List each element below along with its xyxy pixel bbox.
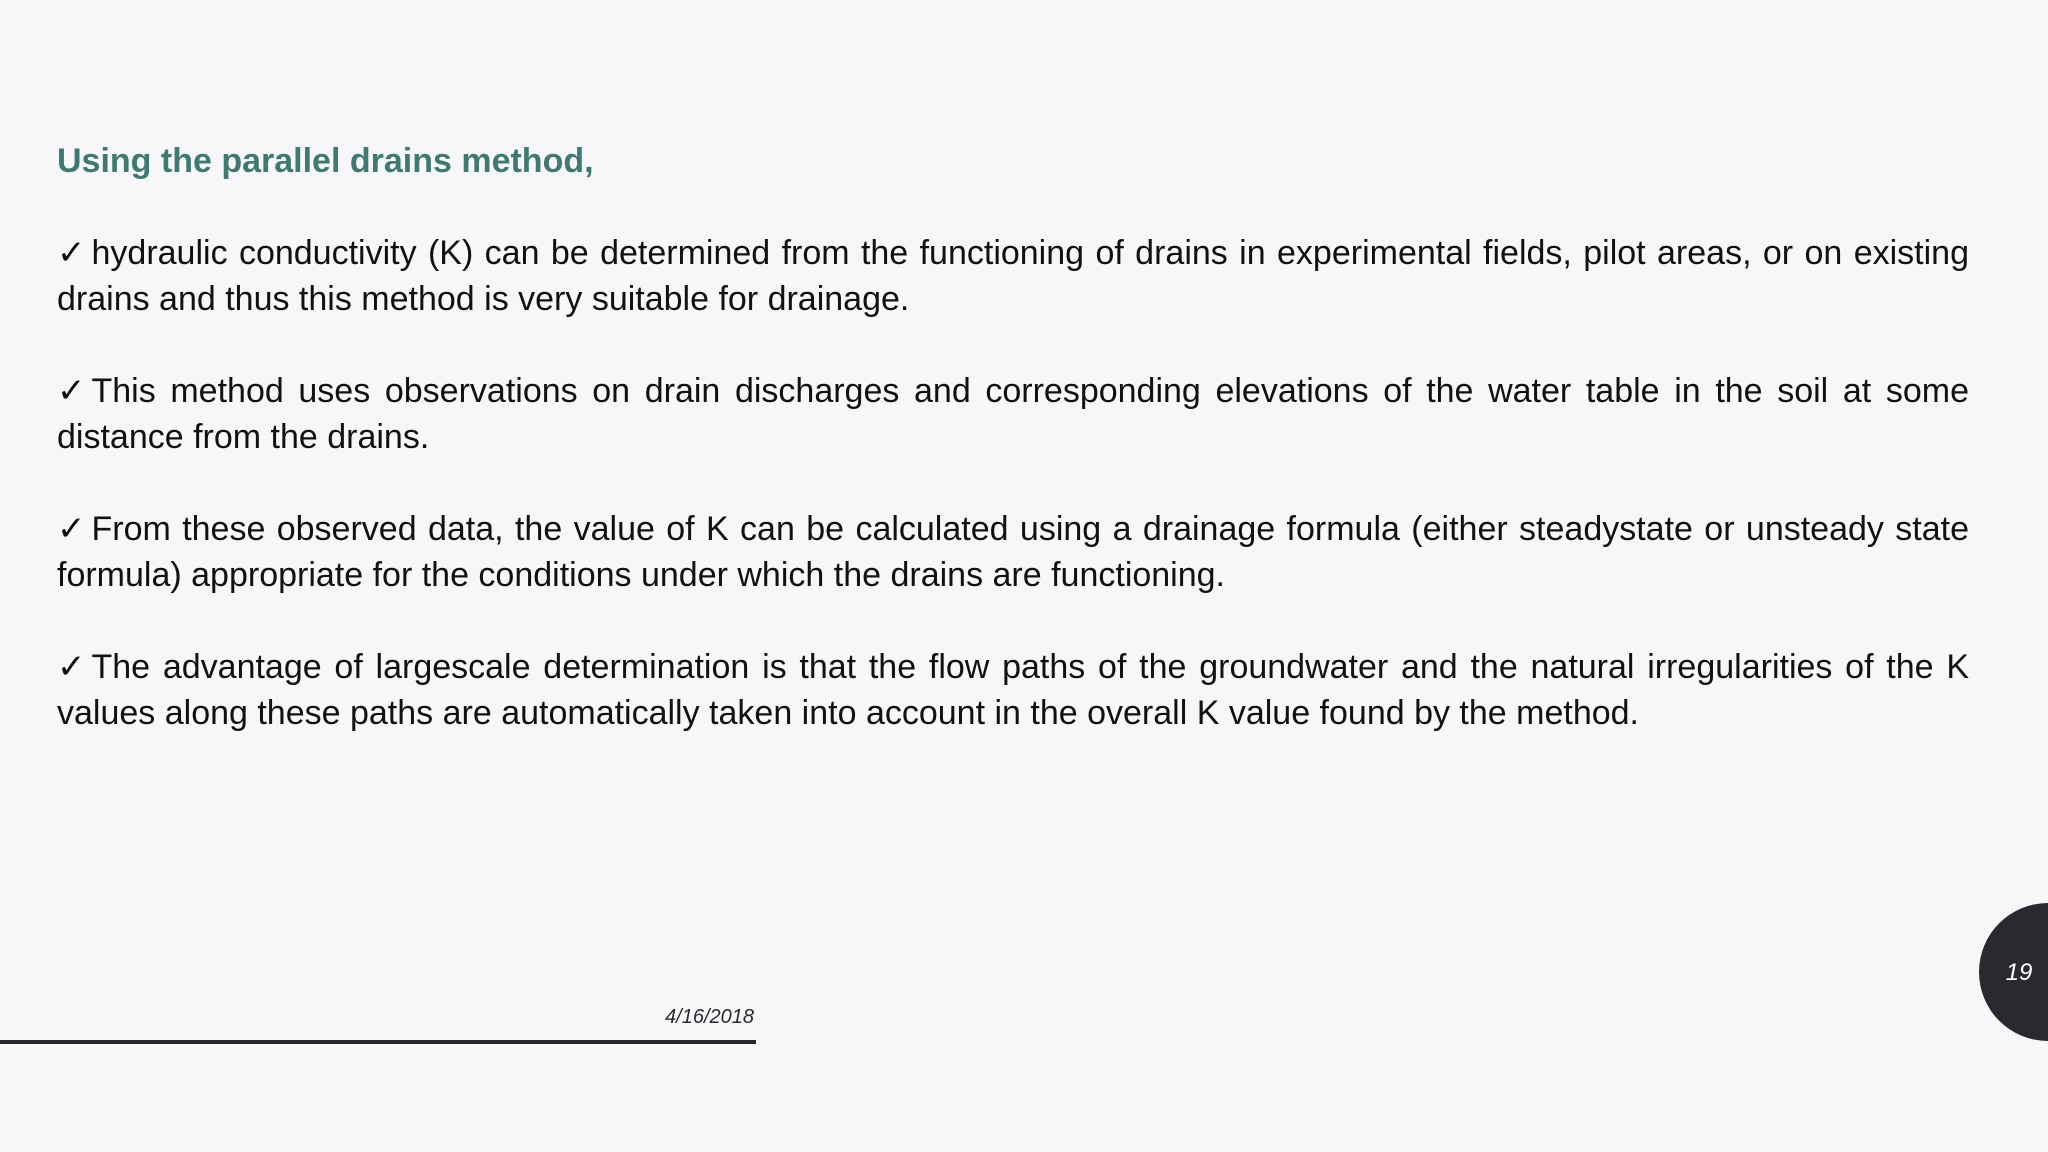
bullet-item bbox=[57, 230, 1969, 322]
slide-heading: Using the parallel drains method, bbox=[57, 142, 594, 180]
bullet-item bbox=[57, 368, 1969, 460]
footer-date: 4/16/2018 bbox=[665, 1006, 754, 1028]
bullet-text: The advantage of largescale determination is that the flow paths of the groundwater and the natural irregularities of the K values along these paths are automatically taken into account in the overall K value found by the method. bbox=[57, 648, 1969, 732]
bullet-text: From these observed data, the value of K can be calculated using a drainage formula (either steadystate or unsteady state formula) appropriate for the conditions under which the drains are functioning. bbox=[57, 510, 1969, 594]
slide-content bbox=[57, 138, 1969, 782]
bullet-item bbox=[57, 506, 1969, 598]
checkmark-icon: ✓ bbox=[57, 234, 86, 272]
bullet-text: hydraulic conductivity (K) can be determined from the functioning of drains in experimental fields, pilot areas, or on existing drains and thus this method is very suitable for drainage. bbox=[57, 234, 1969, 318]
page-number: 19 bbox=[2005, 959, 2033, 986]
footer-divider bbox=[0, 1040, 756, 1044]
bullet-item bbox=[57, 644, 1969, 736]
checkmark-icon: ✓ bbox=[57, 510, 86, 548]
checkmark-icon: ✓ bbox=[57, 648, 86, 686]
checkmark-icon: ✓ bbox=[57, 372, 86, 410]
bullet-text: This method uses observations on drain discharges and corresponding elevations of the water table in the soil at some distance from the drains. bbox=[57, 372, 1969, 456]
